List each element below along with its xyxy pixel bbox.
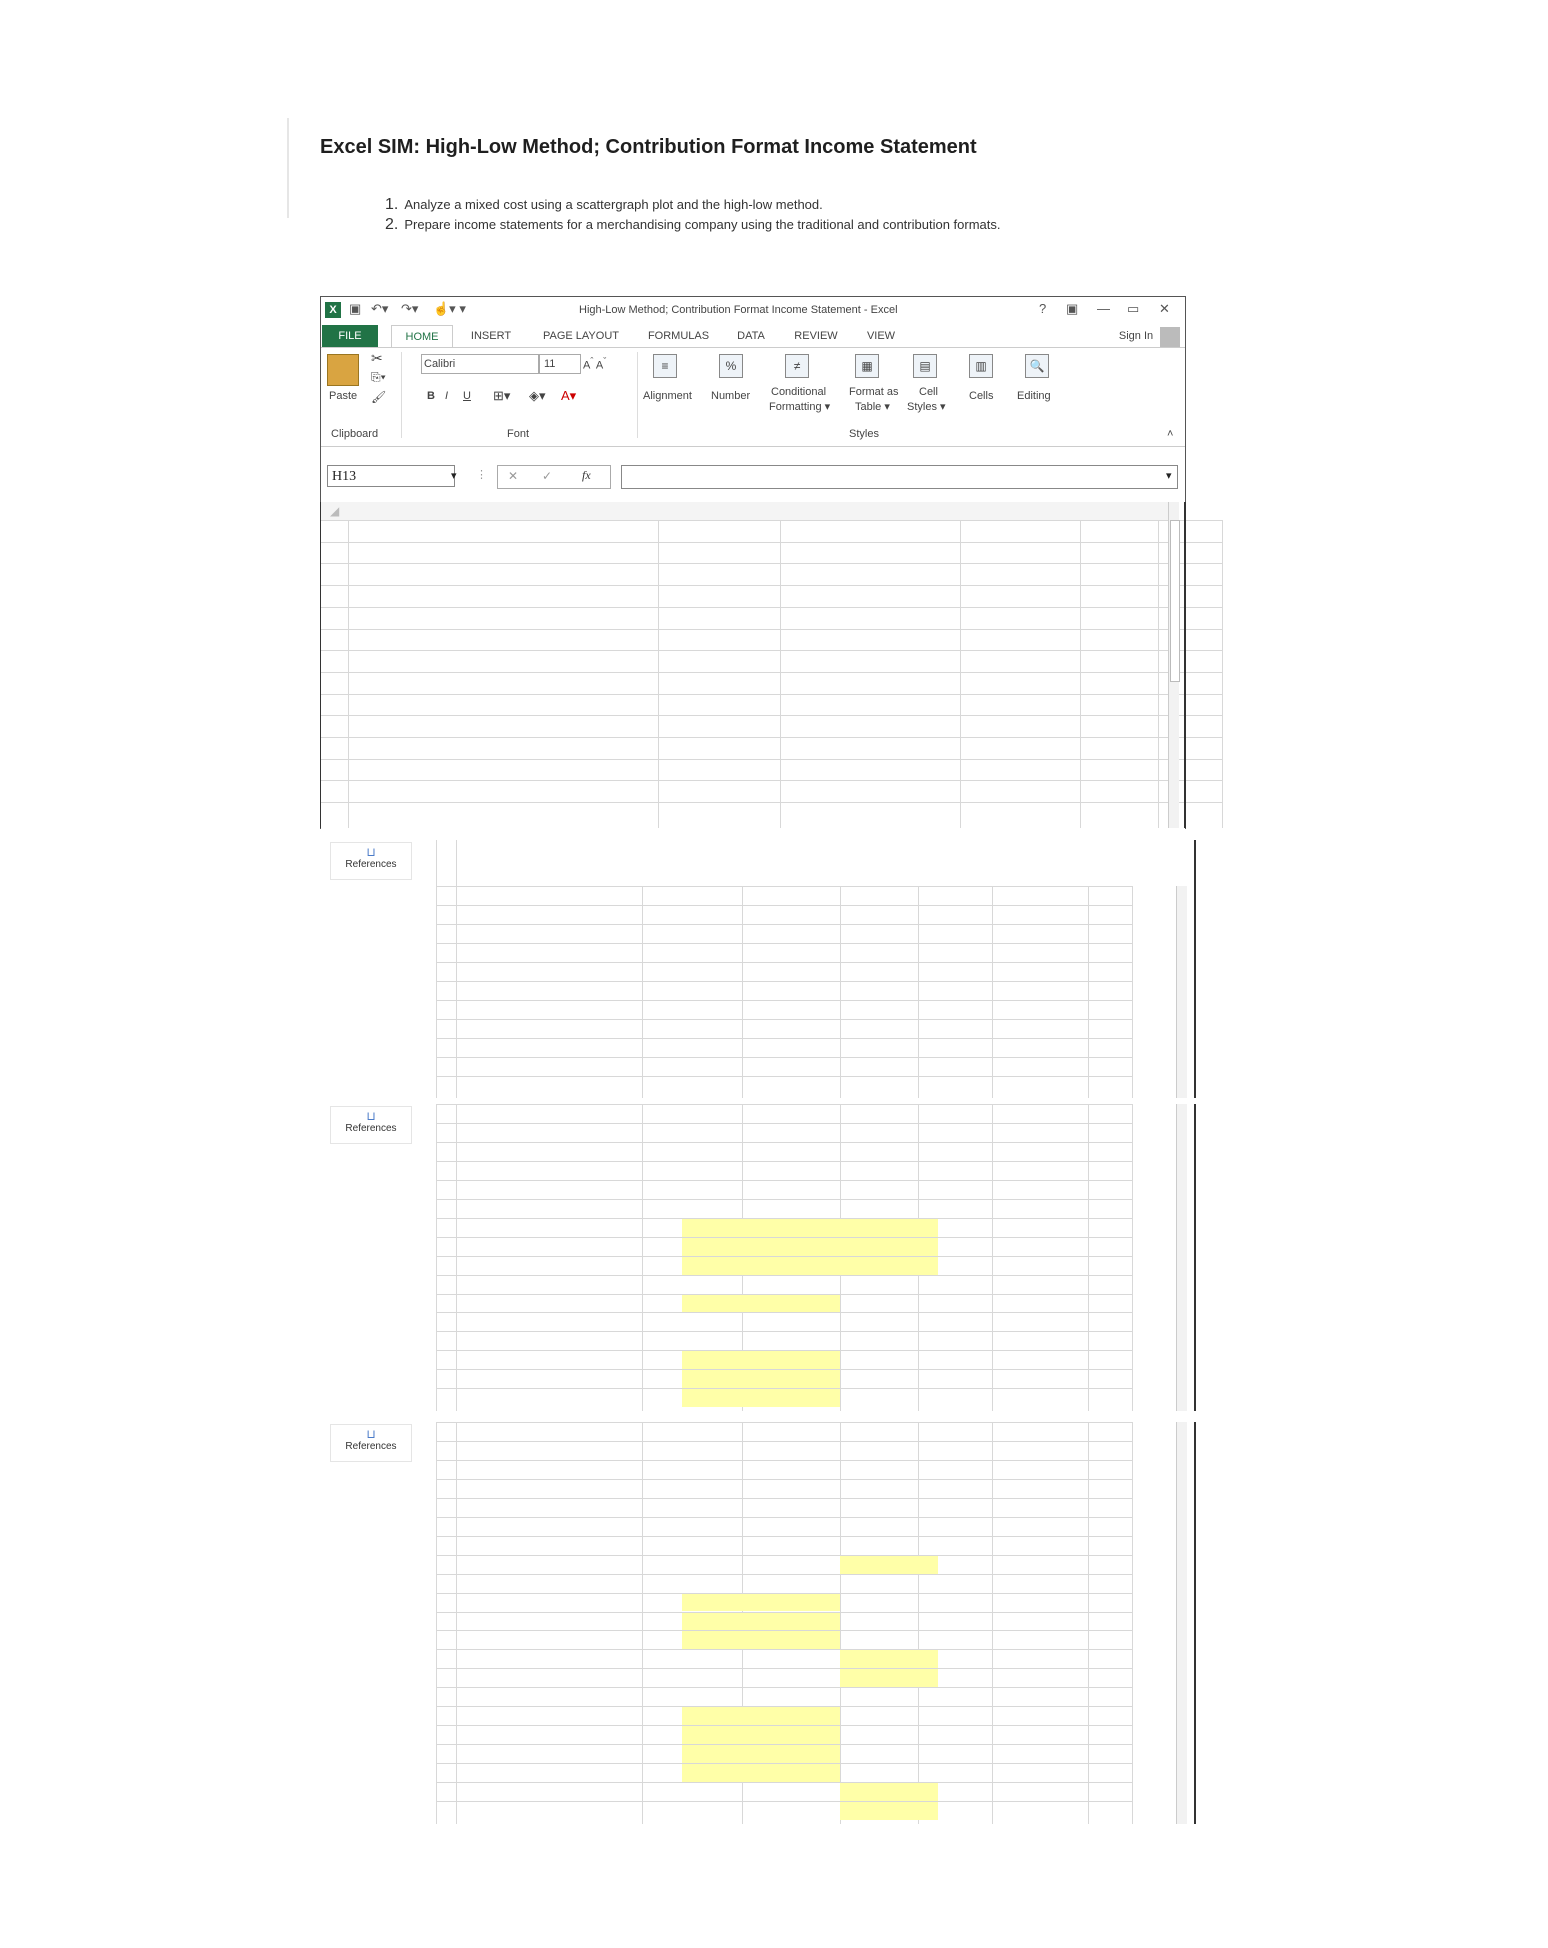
answer-cell[interactable] xyxy=(682,1631,840,1649)
grid-line xyxy=(436,1199,1132,1200)
ribbon xyxy=(321,347,1185,447)
sheet-border xyxy=(1184,502,1186,828)
title-bar xyxy=(321,297,1185,323)
grid-line xyxy=(1088,1104,1089,1411)
grid-line xyxy=(436,1104,1132,1105)
grid-line xyxy=(436,1649,1132,1650)
grid-line xyxy=(1132,1104,1133,1411)
number-format-icon[interactable]: % xyxy=(719,354,743,378)
grid-line xyxy=(1222,520,1223,828)
group-divider xyxy=(637,352,638,438)
answer-cell[interactable] xyxy=(682,1594,840,1612)
grid-line xyxy=(320,672,1222,673)
vertical-scrollbar[interactable] xyxy=(1168,502,1179,828)
conditional-formatting-icon[interactable]: ≠ xyxy=(785,354,809,378)
touch-mode-icon[interactable]: ☝▾ ▾ xyxy=(433,301,466,316)
conditional-formatting-label[interactable]: Conditional xyxy=(771,386,827,398)
answer-cell[interactable] xyxy=(840,1556,938,1574)
format-painter-icon[interactable]: 🖌 xyxy=(371,390,387,404)
grid-line xyxy=(320,629,1222,630)
worksheet-1 xyxy=(320,502,1186,828)
page-title: Excel SIM: High-Low Method; Contribution Format Income Statement xyxy=(320,136,977,158)
vertical-scrollbar[interactable] xyxy=(1176,1104,1187,1411)
grid-line xyxy=(436,1180,1132,1181)
grid-line xyxy=(642,886,643,1098)
sheet-border xyxy=(320,502,321,828)
close-icon[interactable]: ✕ xyxy=(1159,301,1170,316)
select-all-corner[interactable]: ◢ xyxy=(330,504,340,518)
references-button[interactable] xyxy=(330,1424,412,1462)
grid-line xyxy=(436,1441,1132,1442)
underline-button[interactable]: U xyxy=(463,390,471,402)
answer-cell[interactable] xyxy=(682,1745,840,1763)
grid-line xyxy=(436,1687,1132,1688)
grid-line xyxy=(436,1104,437,1411)
fill-color-icon[interactable]: ◈▾ xyxy=(529,388,546,403)
grid-line xyxy=(642,1104,643,1411)
undo-icon[interactable]: ↶▾ xyxy=(371,301,389,316)
grid-line xyxy=(320,650,1222,651)
answer-cell[interactable] xyxy=(840,1783,938,1801)
tab-insert[interactable]: INSERT xyxy=(470,330,512,342)
name-box[interactable]: H13 xyxy=(327,465,455,487)
answer-cell[interactable] xyxy=(682,1295,840,1313)
grid-line xyxy=(436,962,1132,963)
format-as-table-label-2[interactable]: Table ▾ xyxy=(855,401,890,413)
answer-cell[interactable] xyxy=(840,1219,938,1237)
grid-line xyxy=(320,563,1222,564)
grid-line xyxy=(320,759,1222,760)
font-name-select[interactable]: Calibri xyxy=(421,354,539,374)
grid-line xyxy=(320,585,1222,586)
grid-line xyxy=(320,715,1222,716)
styles-group-label: Styles xyxy=(849,428,879,440)
sheet-border xyxy=(1194,1422,1196,1824)
ribbon-display-icon[interactable]: ▣ xyxy=(1066,301,1079,316)
grid-line xyxy=(1080,520,1081,828)
grid-line xyxy=(320,780,1222,781)
more-icon: ⋮ xyxy=(476,469,487,481)
references-label: References xyxy=(345,1441,397,1452)
references-button[interactable] xyxy=(330,1106,412,1144)
expand-formula-icon[interactable]: ▾ xyxy=(1166,470,1172,482)
answer-cell[interactable] xyxy=(682,1257,840,1275)
grid-line xyxy=(436,840,437,886)
cut-icon[interactable]: ✂ xyxy=(371,350,383,366)
grid-line xyxy=(436,1057,1132,1058)
answer-cell[interactable] xyxy=(682,1707,840,1725)
grid-line xyxy=(436,1161,1132,1162)
avatar[interactable] xyxy=(1160,327,1180,347)
cell-styles-label[interactable]: Cell xyxy=(919,386,938,398)
grid-line xyxy=(436,905,1132,906)
grid-line xyxy=(436,1801,1132,1802)
tab-home[interactable]: HOME xyxy=(391,325,453,348)
ribbon-tabs xyxy=(321,325,1185,347)
grid-line xyxy=(436,924,1132,925)
grid-line xyxy=(320,737,1222,738)
format-as-table-label[interactable]: Format as xyxy=(849,386,899,398)
vertical-scrollbar[interactable] xyxy=(1176,1422,1187,1824)
grid-line xyxy=(320,520,1222,521)
grid-line xyxy=(918,886,919,1098)
grid-line xyxy=(436,1142,1132,1143)
grid-line xyxy=(1132,1422,1133,1824)
left-border xyxy=(287,118,289,218)
answer-cell[interactable] xyxy=(682,1219,840,1237)
worksheet-3 xyxy=(436,1104,1196,1412)
grid-line xyxy=(436,1555,1132,1556)
worksheet-4 xyxy=(436,1422,1196,1822)
answer-cell[interactable] xyxy=(682,1389,840,1407)
vertical-scrollbar[interactable] xyxy=(1176,886,1187,1098)
grid-line xyxy=(456,1104,457,1411)
grid-line xyxy=(960,520,961,828)
grid-line xyxy=(840,886,841,1098)
worksheet-2 xyxy=(436,840,1196,1096)
font-color-icon[interactable]: A▾ xyxy=(561,388,577,403)
number-button[interactable]: Number xyxy=(711,390,751,402)
grid-line xyxy=(436,1123,1132,1124)
font-group-label: Font xyxy=(507,428,530,440)
objective-1 xyxy=(385,196,823,214)
cells-button[interactable]: Cells xyxy=(969,390,994,402)
binoculars-icon[interactable]: 🔍 xyxy=(1025,354,1049,378)
grid-line xyxy=(436,1460,1132,1461)
grid-line xyxy=(992,1104,993,1411)
grid-line xyxy=(436,943,1132,944)
answer-cell[interactable] xyxy=(682,1764,840,1782)
grid-line xyxy=(436,1000,1132,1001)
grid-line xyxy=(436,1782,1132,1783)
grid-line xyxy=(780,520,781,828)
format-as-table-icon[interactable]: ▦ xyxy=(855,354,879,378)
grid-line xyxy=(436,1019,1132,1020)
objective-number: 1. xyxy=(385,196,399,213)
grid-line xyxy=(436,1517,1132,1518)
alignment-icon[interactable]: ≡ xyxy=(653,354,677,378)
chevron-down-icon[interactable]: ▾ xyxy=(451,470,457,482)
bold-button[interactable]: B xyxy=(427,390,435,402)
grid-line xyxy=(436,886,1132,887)
cell-styles-label-2[interactable]: Styles ▾ xyxy=(907,401,946,413)
copy-icon[interactable]: ⎘▾ xyxy=(371,370,386,384)
save-icon[interactable]: ▣ xyxy=(349,301,362,316)
grid-line xyxy=(436,1076,1132,1077)
tab-review[interactable]: REVIEW xyxy=(794,330,838,342)
book-icon: ⊔ xyxy=(366,1427,376,1441)
answer-cell[interactable] xyxy=(682,1238,840,1256)
grid-line xyxy=(320,694,1222,695)
references-button[interactable] xyxy=(330,842,412,880)
sheet-2-rows xyxy=(436,886,1196,1096)
conditional-formatting-label-2[interactable]: Formatting ▾ xyxy=(769,401,831,413)
grid-line xyxy=(436,1331,1132,1332)
answer-cell[interactable] xyxy=(840,1257,938,1275)
book-icon: ⊔ xyxy=(366,845,376,859)
answer-cell[interactable] xyxy=(682,1370,840,1388)
objective-2 xyxy=(385,216,1001,234)
grid-line xyxy=(320,542,1222,543)
tab-data[interactable]: DATA xyxy=(737,330,765,342)
grid-line xyxy=(436,1312,1132,1313)
grid-line xyxy=(1158,520,1159,828)
grid-line xyxy=(456,840,457,1096)
redo-icon[interactable]: ↷▾ xyxy=(401,301,419,316)
help-icon[interactable]: ? xyxy=(1039,301,1047,316)
enter-icon[interactable]: ✓ xyxy=(542,469,553,483)
grid-line xyxy=(348,520,349,828)
excel-logo-icon: X xyxy=(325,302,341,318)
answer-cell[interactable] xyxy=(840,1802,938,1820)
cell-styles-icon[interactable]: ▤ xyxy=(913,354,937,378)
formula-bar xyxy=(321,461,1185,491)
grid-line xyxy=(1132,886,1133,1098)
formula-input[interactable] xyxy=(621,465,1178,489)
grid-line xyxy=(436,1479,1132,1480)
grid-line xyxy=(1088,886,1089,1098)
minimize-icon[interactable]: — xyxy=(1097,301,1110,316)
grid-line xyxy=(436,886,437,1098)
references-label: References xyxy=(345,859,397,870)
grid-line xyxy=(436,1038,1132,1039)
answer-cell[interactable] xyxy=(840,1238,938,1256)
sign-in-link[interactable]: Sign In xyxy=(1118,330,1154,342)
answer-cell[interactable] xyxy=(682,1351,840,1369)
references-label: References xyxy=(345,1123,397,1134)
grid-line xyxy=(320,607,1222,608)
sheet-border xyxy=(1194,840,1196,886)
grid-line xyxy=(436,981,1132,982)
alignment-button[interactable]: Alignment xyxy=(643,390,692,402)
borders-icon[interactable]: ⊞▾ xyxy=(493,388,511,403)
insert-function-button[interactable]: fx xyxy=(582,468,591,482)
objective-text: Analyze a mixed cost using a scattergraph plot and the high-low method. xyxy=(404,197,823,212)
sheet-border xyxy=(1194,886,1196,1098)
restore-icon[interactable]: ▭ xyxy=(1127,301,1140,316)
scrollbar-thumb[interactable] xyxy=(1170,520,1180,682)
grid-line xyxy=(436,1422,1132,1423)
tab-view[interactable]: VIEW xyxy=(866,330,896,342)
column-header-bar xyxy=(320,502,1168,520)
answer-cell[interactable] xyxy=(682,1726,840,1744)
paste-button[interactable]: Paste xyxy=(329,390,358,402)
cells-icon[interactable]: ▥ xyxy=(969,354,993,378)
tab-page-layout[interactable]: PAGE LAYOUT xyxy=(542,330,619,342)
answer-cell[interactable] xyxy=(840,1669,938,1687)
cancel-icon[interactable]: ✕ xyxy=(508,469,519,483)
font-size-select[interactable]: 11 xyxy=(539,354,581,374)
grid-line xyxy=(436,1275,1132,1276)
answer-cell[interactable] xyxy=(682,1613,840,1631)
clipboard-group-label: Clipboard xyxy=(331,428,379,440)
paste-icon[interactable] xyxy=(327,354,359,386)
grid-line xyxy=(436,1574,1132,1575)
grid-line xyxy=(992,886,993,1098)
grid-line xyxy=(436,1668,1132,1669)
grid-line xyxy=(436,1536,1132,1537)
formula-buttons xyxy=(497,465,611,489)
tab-file[interactable]: FILE xyxy=(322,325,378,347)
grid-line xyxy=(658,520,659,828)
group-divider xyxy=(401,352,402,438)
window-title: High-Low Method; Contribution Format Income Statement - Excel xyxy=(579,304,898,316)
collapse-ribbon-icon[interactable]: ˄ xyxy=(1167,428,1174,440)
sheet-border xyxy=(1194,1104,1196,1411)
grid-line xyxy=(320,802,1222,803)
answer-cell[interactable] xyxy=(840,1650,938,1668)
font-grow-icon[interactable]: $A^ˆ$ $A^ˇ$ xyxy=(583,356,607,372)
editing-button[interactable]: Editing xyxy=(1017,390,1051,402)
grid-line xyxy=(436,1498,1132,1499)
book-icon: ⊔ xyxy=(366,1109,376,1123)
tab-formulas[interactable]: FORMULAS xyxy=(647,330,710,342)
objective-number: 2. xyxy=(385,216,399,233)
grid-line xyxy=(742,886,743,1098)
italic-button[interactable]: I xyxy=(445,390,449,402)
objective-text: Prepare income statements for a merchandising company using the traditional and contribution formats. xyxy=(404,217,1001,232)
